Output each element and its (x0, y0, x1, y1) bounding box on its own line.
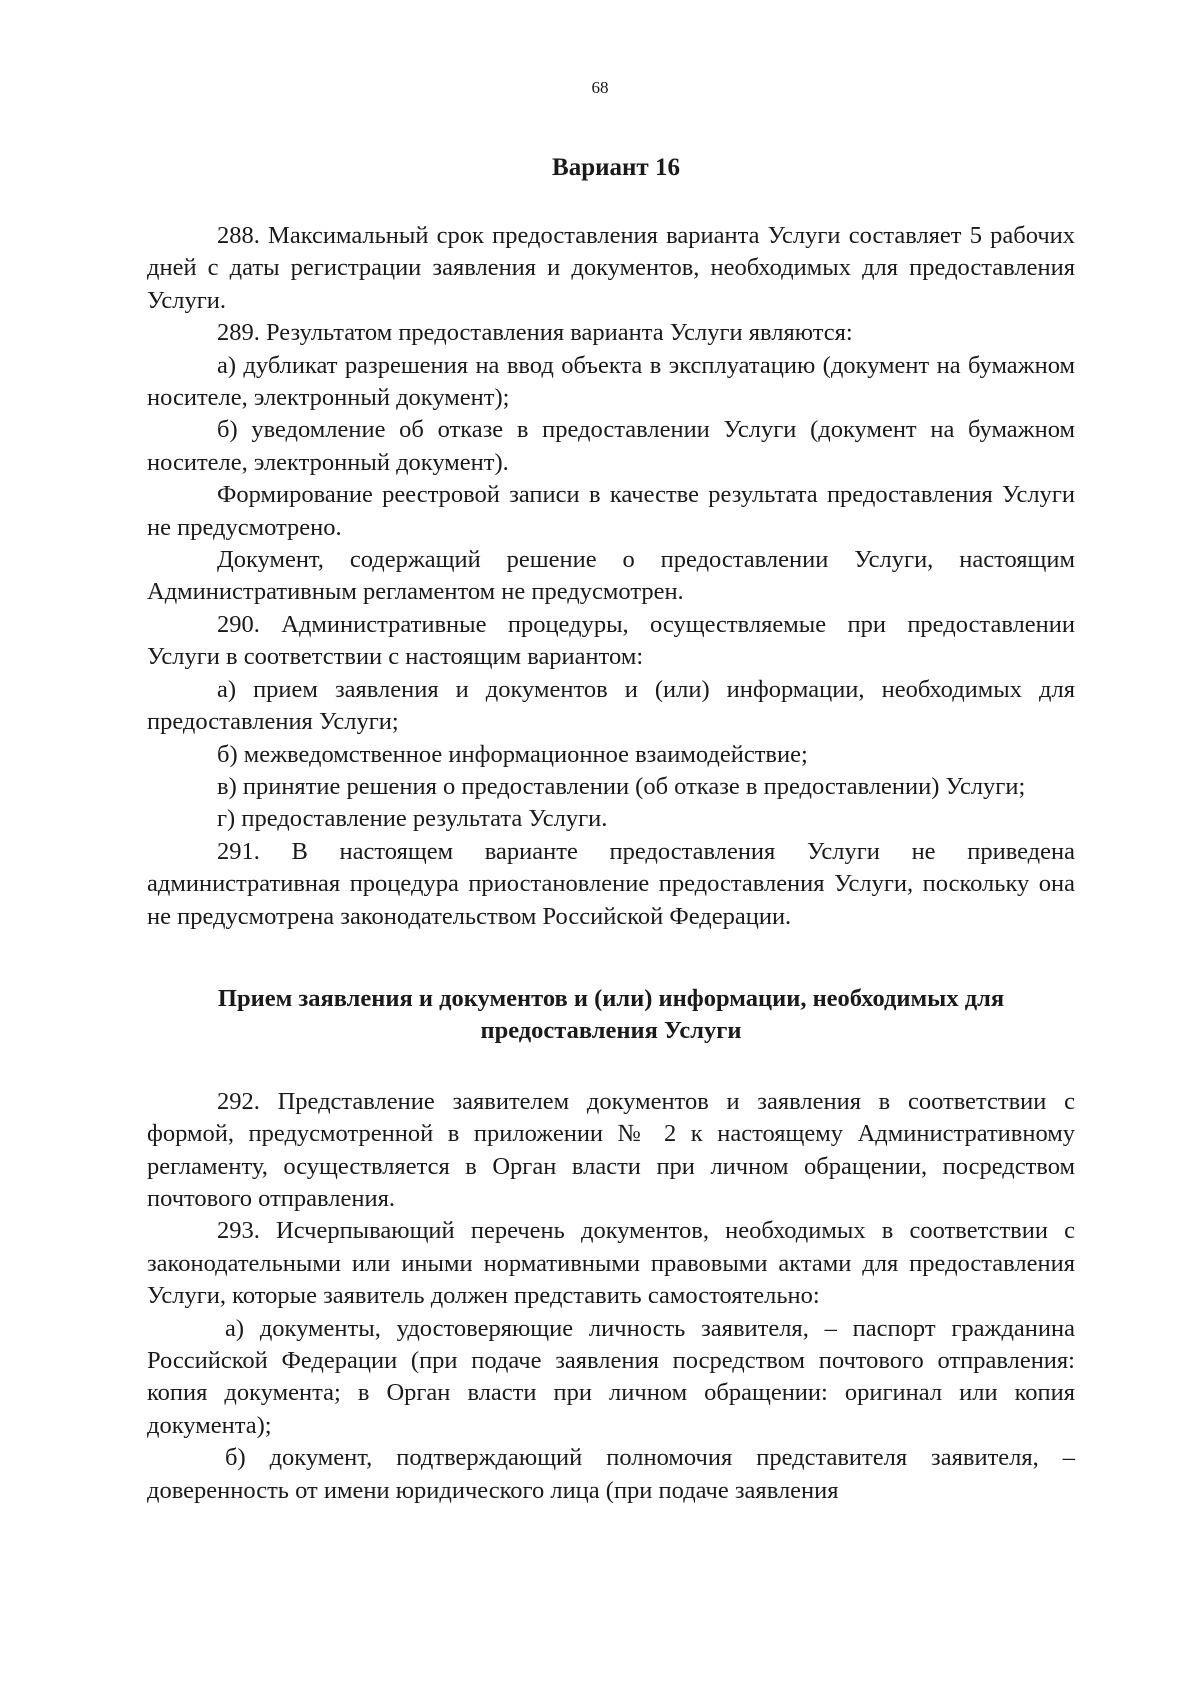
paragraph-291: 291. В настоящем варианте предоставления Услуги не приведена административная процедура приостановление предоставления Услуги, поскольку она не предусмотрена законодательством Российской Федерации. (147, 837, 1075, 930)
paragraph-293-a: а) документы, удостоверяющие личность заявителя, – паспорт гражданина Российской Федерации (при подаче заявления посредством почтового отправления: копия документа; в Орган власти при личном обращении: оригинал или копия документа); (147, 1314, 1075, 1439)
paragraph-289-b: б) уведомление об отказе в предоставлении Услуги (документ на бумажном носителе, электронный документ). (147, 416, 1075, 476)
paragraph-289-a: а) дубликат разрешения на ввод объекта в эксплуатацию (документ на бумажном носителе, электронный документ); (147, 351, 1075, 412)
section-paragraphs (147, 1086, 1075, 1507)
paragraph-292: 292. Представление заявителем документов и заявления в соответствии с формой, предусмотренной в приложении № 2 к настоящему Административному регламенту, осуществляется в Орган власти при личном обращении, посредством почтового отправления. (147, 1087, 1075, 1212)
paragraph-289: 289. Результатом предоставления варианта Услуги являются: (217, 319, 853, 347)
paragraph-293: 293. Исчерпывающий перечень документов, необходимых в соответствии с законодательными или иными нормативными правовыми актами для предоставления Услуги, которые заявитель должен представить самостоятельно: (147, 1217, 1075, 1310)
section-heading: Прием заявления и документов и (или) информации, необходимых для предоставления Услуги (217, 984, 1005, 1045)
variant-heading: Вариант 16 (552, 154, 680, 181)
paragraph-registry-record: Формирование реестровой записи в качестве результата предоставления Услуги не предусмотрено. (147, 481, 1075, 541)
paragraph-290-g: г) предоставление результата Услуги. (217, 805, 608, 833)
paragraph-290-b: б) межведомственное информационное взаимодействие; (217, 740, 808, 768)
paragraph-293-b: б) документ, подтверждающий полномочия представителя заявителя, – доверенность от имени юридического лица (при подаче заявления (147, 1444, 1075, 1504)
paragraph-290: 290. Административные процедуры, осуществляемые при предоставлении Услуги в соответствии с настоящим вариантом: (147, 610, 1075, 671)
page-number: 68 (591, 78, 609, 97)
paragraph-288: 288. Максимальный срок предоставления варианта Услуги составляет 5 рабочих дней с даты регистрации заявления и документов, необходимых для предоставления Услуги. (147, 222, 1075, 314)
paragraph-290-a: а) прием заявления и документов и (или) информации, необходимых для предоставления Услуги; (147, 675, 1075, 736)
paragraph-decision-document: Документ, содержащий решение о предоставлении Услуги, настоящим Административным регламентом не предусмотрен. (147, 546, 1075, 606)
document-body (147, 152, 1075, 1507)
paragraph-290-v: в) принятие решения о предоставлении (об отказе в предоставлении) Услуги; (217, 772, 1026, 800)
variant-paragraphs (147, 220, 1075, 933)
